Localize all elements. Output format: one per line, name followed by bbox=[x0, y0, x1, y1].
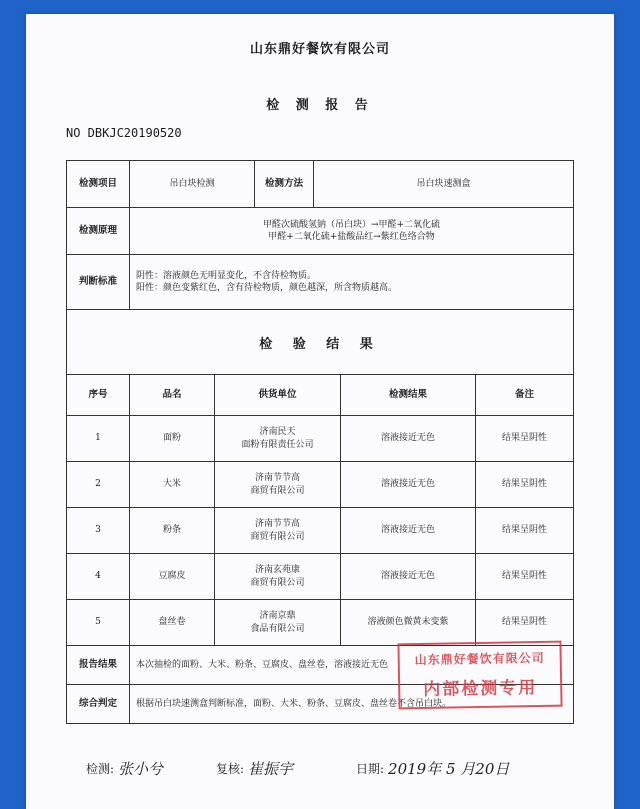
method-value: 吊白块速测盒 bbox=[313, 160, 574, 208]
stamp-purpose: 内部检测专用 bbox=[423, 678, 538, 700]
row-result: 溶液接近无色 bbox=[340, 415, 476, 462]
item-value: 吊白块检测 bbox=[129, 160, 255, 208]
criteria-label: 判断标准 bbox=[66, 254, 130, 310]
row-note: 结果呈阴性 bbox=[475, 599, 574, 646]
row-note: 结果呈阴性 bbox=[475, 553, 574, 600]
row-note: 结果呈阴性 bbox=[475, 507, 574, 554]
company-name: 山东鼎好餐饮有限公司 bbox=[249, 42, 390, 57]
report-number: NO DBKJC20190520 bbox=[66, 126, 182, 140]
row-supplier bbox=[214, 507, 341, 554]
col-header-no: 序号 bbox=[66, 374, 130, 416]
col-header-name: 品名 bbox=[129, 374, 215, 416]
supplier-line-2: 食品有限公司 bbox=[250, 623, 305, 634]
row-no: 3 bbox=[66, 507, 130, 554]
col-header-supplier: 供货单位 bbox=[214, 374, 341, 416]
col-header-result: 检测结果 bbox=[340, 374, 476, 416]
row-note: 结果呈阴性 bbox=[475, 415, 574, 462]
criteria-line-1: 阴性：溶液颜色无明显变化，不含待检物质。 bbox=[136, 270, 317, 281]
row-no: 2 bbox=[66, 461, 130, 508]
row-no: 1 bbox=[66, 415, 130, 462]
overall-judgment-label: 综合判定 bbox=[66, 684, 130, 724]
item-label: 检测项目 bbox=[66, 160, 130, 208]
results-title: 检 验 结 果 bbox=[66, 309, 574, 375]
row-no: 4 bbox=[66, 553, 130, 600]
report-result-text: 本次抽检的面粉、大米、粉条、豆腐皮、盘丝卷，溶液接近无色 bbox=[129, 645, 574, 685]
inspector-label: 检测: bbox=[86, 762, 115, 776]
supplier-line-1: 济南京鼎 bbox=[259, 611, 296, 622]
date-label: 日期: bbox=[356, 762, 385, 776]
row-name: 豆腐皮 bbox=[129, 553, 215, 600]
report-paper bbox=[26, 14, 614, 809]
row-result: 溶液接近无色 bbox=[340, 461, 476, 508]
row-supplier bbox=[214, 461, 341, 508]
criteria-line-2: 阳性：颜色变紫红色，含有待检物质，颜色越深，所含物质越高。 bbox=[136, 283, 398, 293]
inspector-signature: 张小兮 bbox=[118, 760, 164, 778]
row-name: 面粉 bbox=[129, 415, 215, 462]
supplier-line-1: 济南民天 bbox=[259, 427, 296, 438]
row-name: 盘丝卷 bbox=[129, 599, 215, 646]
principle-text bbox=[129, 207, 574, 255]
principle-label: 检测原理 bbox=[66, 207, 130, 255]
overall-judgment-text: 根据吊白块速测盒判断标准，面粉、大米、粉条、豆腐皮、盘丝卷不含吊白块。 bbox=[129, 684, 574, 724]
report-result-label: 报告结果 bbox=[66, 645, 130, 685]
supplier-line-1: 济南节节高 bbox=[254, 473, 300, 484]
row-name: 大米 bbox=[129, 461, 215, 508]
row-note: 结果呈阴性 bbox=[475, 461, 574, 508]
stamp-company: 山东鼎好餐饮有限公司 bbox=[414, 650, 545, 668]
principle-line-2: 甲醛+二氧化硫+盐酸品红→紫红色络合物 bbox=[268, 232, 435, 242]
inspector-signature-block bbox=[86, 758, 163, 779]
reviewer-label: 复核: bbox=[216, 762, 245, 776]
supplier-line-2: 商贸有限公司 bbox=[250, 577, 305, 588]
row-supplier bbox=[214, 415, 341, 462]
date-block bbox=[356, 758, 509, 779]
row-supplier bbox=[214, 553, 341, 600]
row-supplier bbox=[214, 599, 341, 646]
row-no: 5 bbox=[66, 599, 130, 646]
supplier-line-2: 商贸有限公司 bbox=[250, 485, 305, 496]
reviewer-signature: 崔振宇 bbox=[248, 760, 294, 778]
supplier-line-2: 商贸有限公司 bbox=[250, 531, 305, 542]
inspection-stamp bbox=[397, 641, 562, 710]
report-title: 检 测 报 告 bbox=[266, 98, 374, 113]
supplier-line-1: 济南节节高 bbox=[254, 519, 300, 530]
method-label: 检测方法 bbox=[254, 160, 314, 208]
principle-line-1: 甲醛次硫酸氢钠（吊白块）→甲醛+二氧化硫 bbox=[262, 219, 441, 230]
row-result: 溶液接近无色 bbox=[340, 507, 476, 554]
criteria-text bbox=[129, 254, 574, 310]
supplier-line-2: 面粉有限责任公司 bbox=[241, 439, 314, 450]
row-result: 溶液颜色微黄未变紫 bbox=[340, 599, 476, 646]
reviewer-signature-block bbox=[216, 758, 293, 779]
supplier-line-1: 济南玄苑康 bbox=[254, 565, 300, 576]
row-name: 粉条 bbox=[129, 507, 215, 554]
col-header-note: 备注 bbox=[475, 374, 574, 416]
row-result: 溶液接近无色 bbox=[340, 553, 476, 600]
date-value: 2019年 5 月20日 bbox=[388, 760, 510, 778]
